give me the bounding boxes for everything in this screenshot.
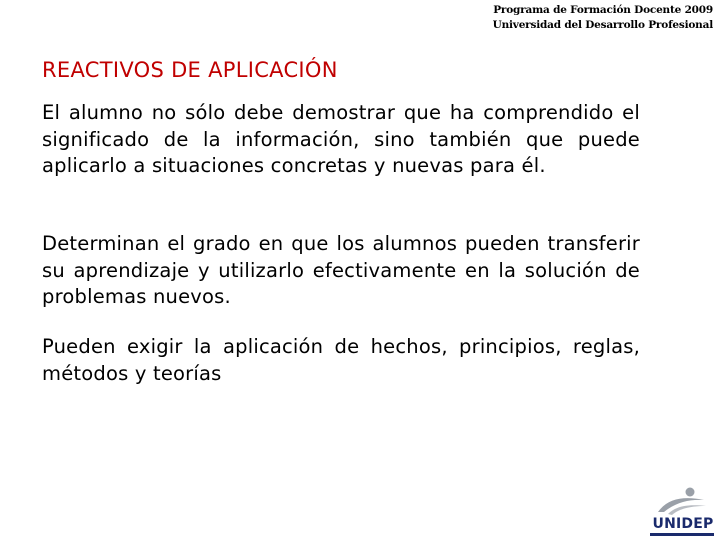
slide-header (493, 3, 713, 33)
paragraph-1: El alumno no sólo debe demostrar que ha comprendido el significado de la información, sino también que puede aplicarlo a situaciones concretas y nuevas para él. (42, 101, 640, 177)
logo-underline (650, 533, 714, 536)
paragraph-3: Pueden exigir la aplicación de hechos, principios, reglas, métodos y teorías (42, 335, 640, 385)
unidep-logo (644, 486, 720, 540)
logo-wordmark: UNIDEP (652, 516, 714, 532)
slide-title: REACTIVOS DE APLICACIÓN (42, 58, 338, 82)
paragraph-2: Determinan el grado en que los alumnos pueden transferir su aprendizaje y utilizarlo efectivamente en la solución de problemas nuevos. (42, 232, 640, 308)
header-program-line: Programa de Formación Docente 2009 (493, 4, 713, 16)
header-university-line: Universidad del Desarrollo Profesional (492, 19, 713, 31)
logo-swoosh-icon (654, 486, 710, 516)
